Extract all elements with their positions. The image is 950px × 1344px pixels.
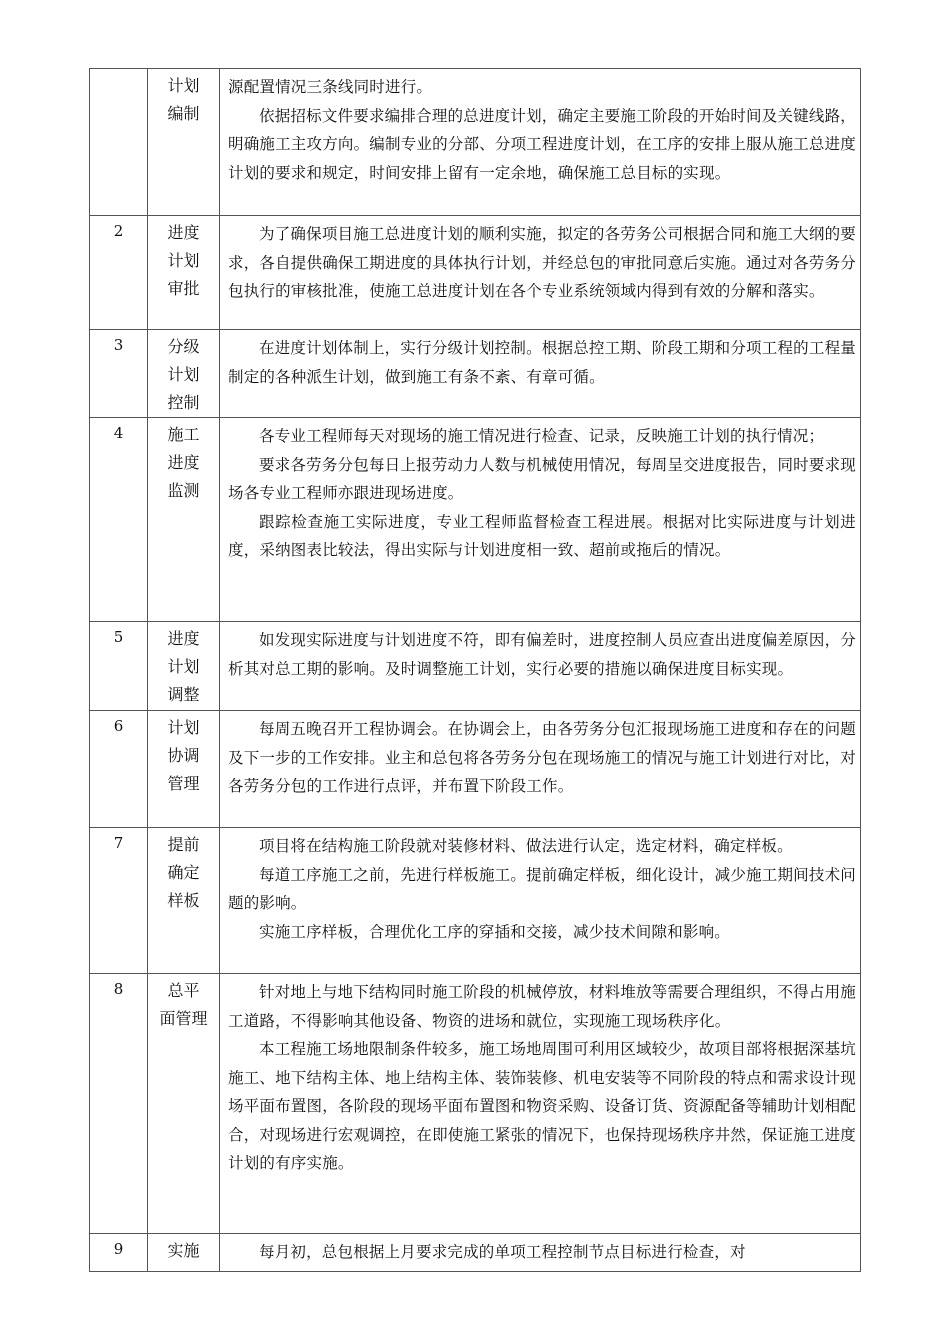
content-paragraph: 每道工序施工之前，先进行样板施工。提前确定样板，细化设计，减少施工期间技术问题的影响。 <box>228 865 856 912</box>
row-title: 提前 确定 样板 <box>148 828 220 974</box>
table-row <box>90 622 861 711</box>
row-content <box>220 622 861 711</box>
table-row <box>90 418 861 622</box>
table-row <box>90 216 861 330</box>
content-paragraph: 每周五晚召开工程协调会。在协调会上，由各劳务分包汇报现场施工进度和存在的问题及下一步的工作安排。业主和总包将各劳务分包在现场施工的情况与施工计划进行对比，对各劳务分包的工作进行点评，并布置下阶段工作。 <box>228 720 856 795</box>
row-number: 8 <box>90 974 148 1234</box>
row-number: 7 <box>90 828 148 974</box>
table-row <box>90 828 861 974</box>
schedule-control-table <box>89 68 861 1272</box>
content-paragraph: 每月初，总包根据上月要求完成的单项工程控制节点目标进行检查，对 <box>259 1243 746 1261</box>
row-title: 进度 计划 调整 <box>148 622 220 711</box>
row-number: 2 <box>90 216 148 330</box>
row-title: 进度 计划 审批 <box>148 216 220 330</box>
content-paragraph: 本工程施工场地限制条件较多，施工场地周围可利用区域较少，故项目部将根据深基坑施工、地下结构主体、地上结构主体、装饰装修、机电安装等不同阶段的特点和需求设计现场平面布置图，各阶段的现场平面布置图和物资采购、设备订货、资源配备等辅助计划相配合，对现场进行宏观调控，在即使施工紧张的情况下，也保持现场秩序井然，保证施工进度计划的有序实施。 <box>228 1040 856 1172</box>
content-paragraph: 各专业工程师每天对现场的施工情况进行检查、记录，反映施工计划的执行情况； <box>259 427 825 445</box>
row-title: 分级 计划 控制 <box>148 330 220 418</box>
row-number: 4 <box>90 418 148 622</box>
content-paragraph: 在进度计划体制上，实行分级计划控制。根据总控工期、阶段工期和分项工程的工程量制定的各种派生计划，做到施工有条不紊、有章可循。 <box>228 339 856 386</box>
content-paragraph: 跟踪检查施工实际进度，专业工程师监督检查工程进展。根据对比实际进度与计划进度，采纳图表比较法，得出实际与计划进度相一致、超前或拖后的情况。 <box>228 512 856 559</box>
content-paragraph: 源配置情况三条线同时进行。 <box>228 78 433 96</box>
content-paragraph: 项目将在结构施工阶段就对装修材料、做法进行认定，选定材料，确定样板。 <box>259 837 793 855</box>
row-number <box>90 69 148 216</box>
table-body <box>90 69 861 1272</box>
row-content <box>220 711 861 828</box>
content-paragraph: 为了确保项目施工总进度计划的顺利实施，拟定的各劳务公司根据合同和施工大纲的要求，各自提供确保工期进度的具体执行计划，并经总包的审批同意后实施。通过对各劳务分包执行的审核批准，使施工总进度计划在各个专业系统领域内得到有效的分解和落实。 <box>228 225 856 300</box>
row-title: 总平 面管理 <box>148 974 220 1234</box>
row-content <box>220 418 861 622</box>
row-title: 计划 协调 管理 <box>148 711 220 828</box>
row-number: 3 <box>90 330 148 418</box>
row-content <box>220 828 861 974</box>
row-number: 6 <box>90 711 148 828</box>
table-row <box>90 1234 861 1272</box>
table-row <box>90 330 861 418</box>
row-content <box>220 1234 861 1272</box>
row-content <box>220 216 861 330</box>
row-content <box>220 69 861 216</box>
table-row <box>90 69 861 216</box>
content-paragraph: 依据招标文件要求编排合理的总进度计划，确定主要施工阶段的开始时间及关键线路，明确施工主攻方向。编制专业的分部、分项工程进度计划，在工序的安排上服从施工总进度计划的要求和规定，时间安排上留有一定余地，确保施工总目标的实现。 <box>228 106 856 182</box>
row-content <box>220 330 861 418</box>
row-content <box>220 974 861 1234</box>
row-title: 施工 进度 监测 <box>148 418 220 622</box>
table-row <box>90 974 861 1234</box>
content-paragraph: 要求各劳务分包每日上报劳动力人数与机械使用情况，每周呈交进度报告，同时要求现场各专业工程师亦跟进现场进度。 <box>228 455 856 502</box>
content-paragraph: 如发现实际进度与计划进度不符，即有偏差时，进度控制人员应查出进度偏差原因，分析其对总工期的影响。及时调整施工计划，实行必要的措施以确保进度目标实现。 <box>228 631 856 678</box>
row-title: 实施 <box>148 1234 220 1272</box>
row-number: 5 <box>90 622 148 711</box>
row-number: 9 <box>90 1234 148 1272</box>
table-row <box>90 711 861 828</box>
row-title: 计划 编制 <box>148 69 220 216</box>
content-paragraph: 针对地上与地下结构同时施工阶段的机械停放，材料堆放等需要合理组织，不得占用施工道路，不得影响其他设备、物资的进场和就位，实现施工现场秩序化。 <box>228 983 856 1030</box>
content-paragraph: 实施工序样板，合理优化工序的穿插和交接，减少技术间隙和影响。 <box>259 922 731 941</box>
